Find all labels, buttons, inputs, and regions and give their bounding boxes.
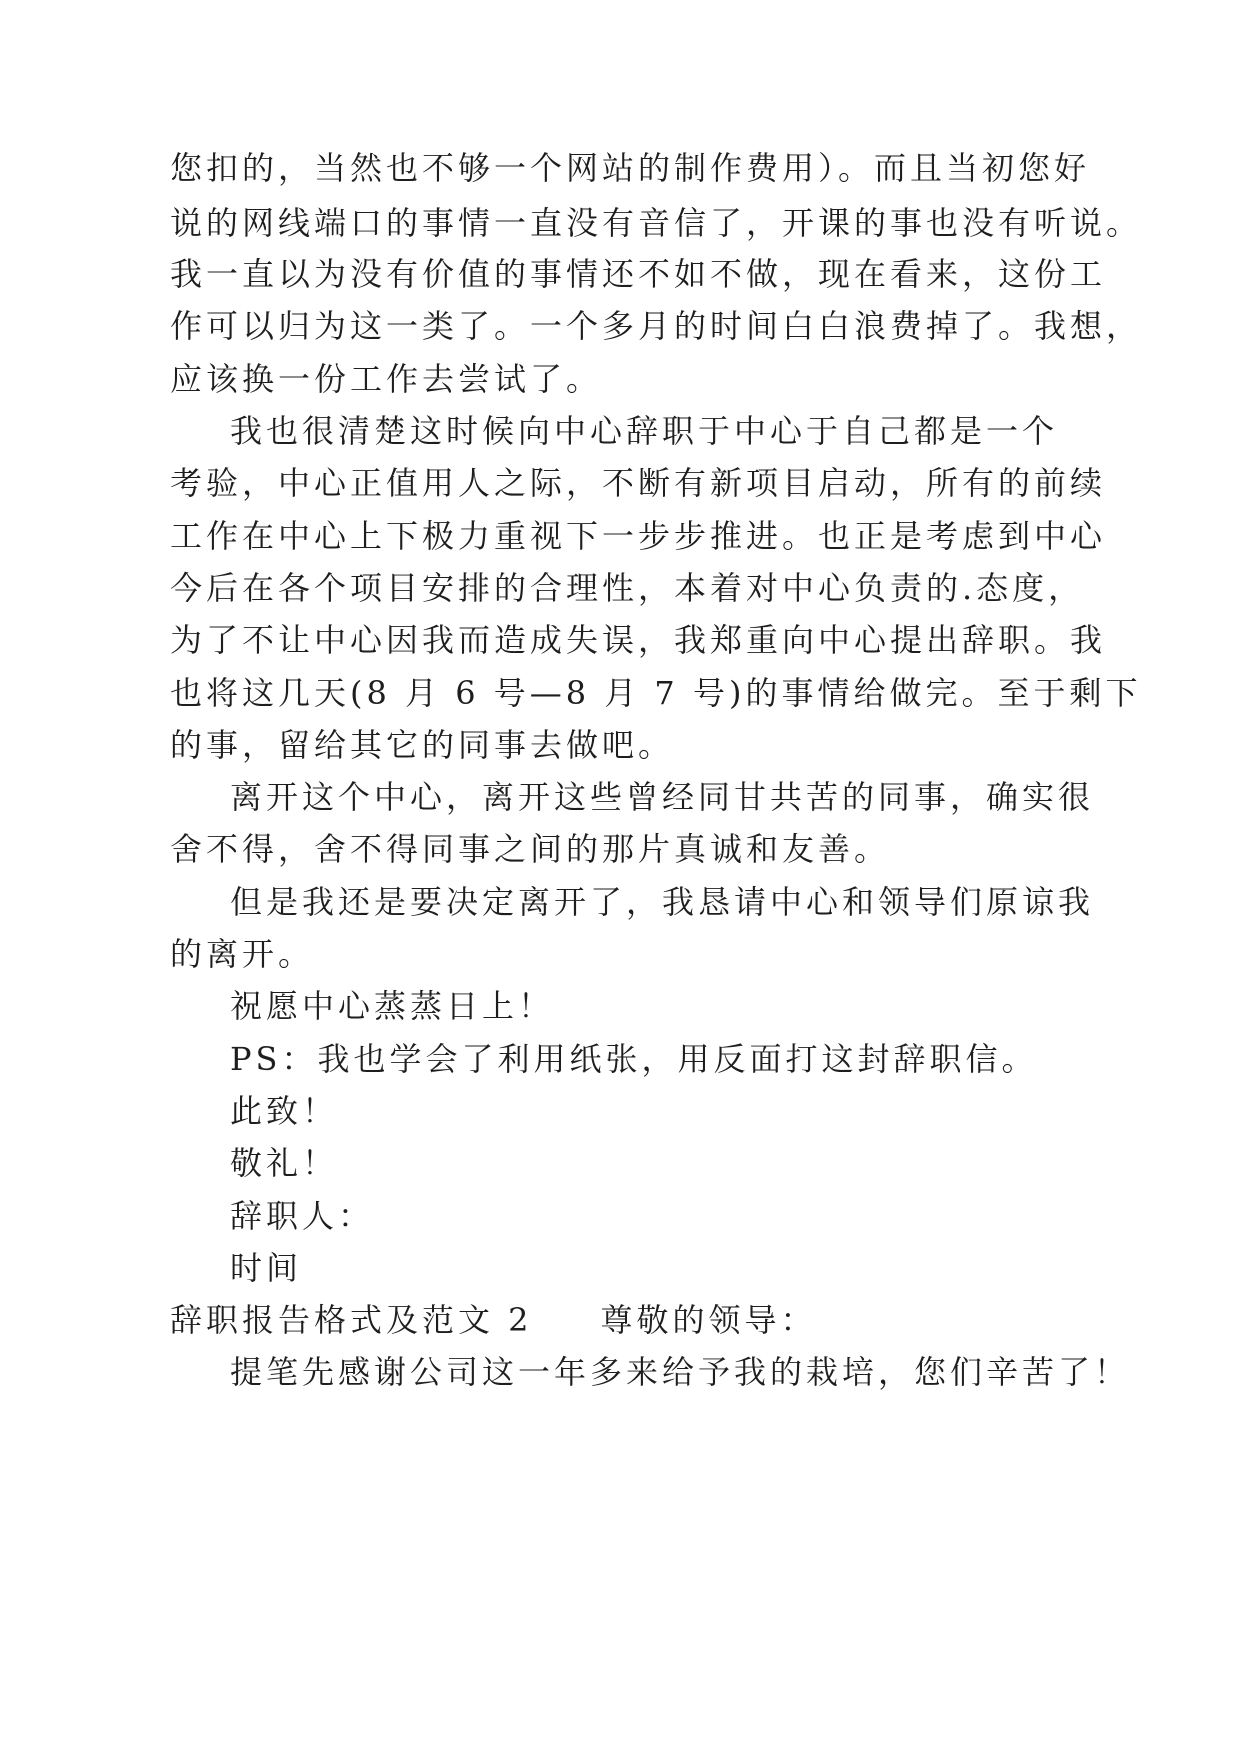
salutation: 尊敬的领导： [600, 1301, 817, 1339]
text-line: 也将这几天(8 月 6 号—8 月 7 号)的事情给做完。至于剩下 [170, 674, 1142, 712]
text-line: 工作在中心上下极力重视下一步步推进。也正是考虑到中心 [170, 517, 1107, 555]
text-line: 为了不让中心因我而造成失误，我郑重向中心提出辞职。我 [170, 621, 1107, 659]
text-line: 我也很清楚这时候向中心辞职于中心于自己都是一个 [230, 412, 1059, 450]
text-line: PS：我也学会了利用纸张，用反面打这封辞职信。 [230, 1040, 1038, 1078]
text-line: 我一直以为没有价值的事情还不如不做，现在看来，这份工 [170, 255, 1107, 293]
text-line: 此致！ [230, 1092, 339, 1130]
text-line: 说的网线端口的事情一直没有音信了，开课的事也没有听说。 [170, 204, 1143, 242]
text-line: 辞职人： [230, 1197, 375, 1235]
text-line: 的事，留给其它的同事去做吧。 [170, 726, 675, 764]
text-line: 您扣的，当然也不够一个网站的制作费用）。而且当初您好 [170, 149, 1091, 187]
section-heading [170, 1300, 817, 1340]
text-line: 敬礼！ [230, 1144, 339, 1182]
text-line: 的离开。 [170, 935, 315, 973]
text-line: 但是我还是要决定离开了，我恳请中心和领导们原谅我 [230, 883, 1095, 921]
text-line: 舍不得，舍不得同事之间的那片真诚和友善。 [170, 830, 891, 868]
text-line: 作可以归为这一类了。一个多月的时间白白浪费掉了。我想， [170, 307, 1143, 345]
text-line: 时间 [230, 1249, 303, 1287]
text-line: 提笔先感谢公司这一年多来给予我的栽培，您们辛苦了！ [230, 1353, 1131, 1391]
section-title: 辞职报告格式及范文 2 [170, 1301, 533, 1339]
text-line: 离开这个中心，离开这些曾经同甘共苦的同事，确实很 [230, 778, 1095, 816]
text-line: 考验，中心正值用人之际，不断有新项目启动，所有的前续 [170, 464, 1107, 502]
text-line: 祝愿中心蒸蒸日上！ [230, 987, 555, 1025]
text-line: 应该换一份工作去尝试了。 [170, 360, 603, 398]
text-line: 今后在各个项目安排的合理性，本着对中心负责的.态度， [170, 569, 1085, 607]
